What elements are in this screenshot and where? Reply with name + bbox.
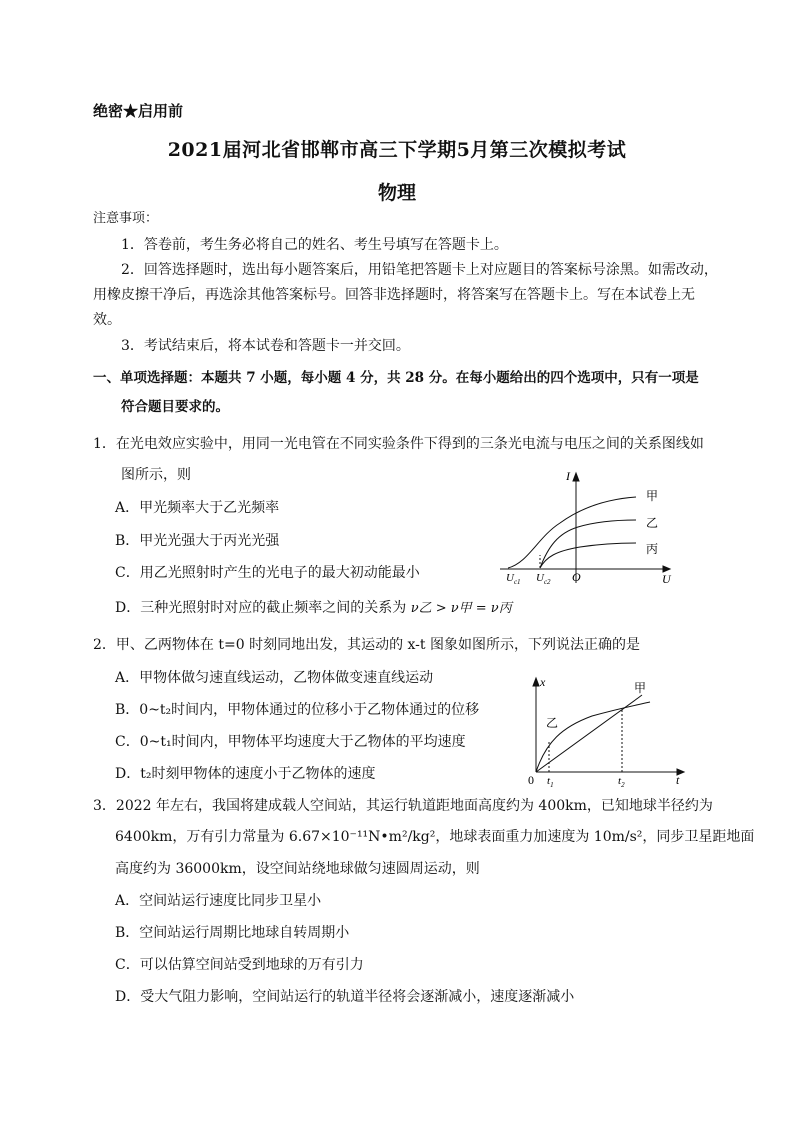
notice-item-2-line-3: 效。 xyxy=(93,312,121,328)
q1-curve-jia xyxy=(508,497,636,568)
q1-y-arrow-icon xyxy=(573,473,579,481)
section-1-heading-line-1: 一、单项选择题：本题共 7 小题，每小题 4 分，共 28 分。在每小题给出的四个选项中，只有一项是 xyxy=(93,370,699,386)
q1-option-b: B．甲光光强大于丙光光强 xyxy=(115,533,280,549)
q2-option-d: D．t₂时刻甲物体的速度小于乙物体的速度 xyxy=(115,766,376,782)
notice-item-2-line-2: 用橡皮擦干净后，再选涂其他答案标号。回答非选择题时，将答案写在答题卡上。写在本试卷上无 xyxy=(93,287,695,303)
q2-curve-yi xyxy=(536,702,650,772)
q1-option-c: C．用乙光照射时产生的光电子的最大初动能最小 xyxy=(115,565,420,581)
q1-stem-line-2: 图所示，则 xyxy=(121,467,191,483)
notice-item-1: 1．答卷前，考生务必将自己的姓名、考生号填写在答题卡上。 xyxy=(121,237,508,253)
q1-uc1-label: $U_{c1}$ xyxy=(506,572,521,586)
q3-option-c: C．可以估算空间站受到地球的万有引力 xyxy=(115,957,364,973)
exam-title: 2021届河北省邯郸市高三下学期5月第三次模拟考试 xyxy=(167,139,627,161)
q3-stem-line-2: 6400km，万有引力常量为 6.67×10⁻¹¹N•m²/kg²，地球表面重力加速度为 10m/s²，同步卫星距地面 xyxy=(115,829,755,845)
notice-item-2-line-1: 2．回答选择题时，选出每小题答案后，用铅笔把答题卡上对应题目的答案标号涂黑。如需改动， xyxy=(121,262,718,278)
q1-photoelectric-graph xyxy=(490,465,690,590)
q2-option-c: C．0~t₁时间内，甲物体平均速度大于乙物体的平均速度 xyxy=(115,734,466,750)
q1-option-d-formula: ν乙 > ν甲 = ν丙 xyxy=(410,601,512,616)
q2-label-yi: 乙 xyxy=(546,716,559,730)
notice-heading: 注意事项： xyxy=(93,211,159,226)
q1-option-d xyxy=(115,597,512,620)
q2-stem: 2．甲、乙两物体在 t=0 时刻同地出发，其运动的 x-t 图象如图所示，下列说法正确的是 xyxy=(93,637,640,653)
q1-label-jia: 甲 xyxy=(646,489,659,503)
q1-x-label: U xyxy=(662,572,671,586)
q2-option-b: B．0~t₂时间内，甲物体通过的位移小于乙物体通过的位移 xyxy=(115,702,480,718)
q1-option-d-text: D．三种光照射时对应的截止频率之间的关系为 xyxy=(115,600,407,616)
q1-label-yi: 乙 xyxy=(646,516,659,530)
q1-label-bing: 丙 xyxy=(646,542,659,556)
q3-option-b: B．空间站运行周期比地球自转周期小 xyxy=(115,925,350,941)
q3-stem-line-1: 3．2022 年左右，我国将建成载人空间站，其运行轨道距地面高度约为 400km，已知地球半径约为 xyxy=(93,798,713,814)
q3-option-a: A．空间站运行速度比同步卫星小 xyxy=(115,893,322,909)
q2-origin-label: 0 xyxy=(528,773,534,787)
section-1-heading-line-2: 符合题目要求的。 xyxy=(121,399,229,415)
q2-t-label: t xyxy=(676,773,680,787)
secret-label: 绝密★启用前 xyxy=(93,102,184,120)
q1-stem-line-1: 1．在光电效应实验中，用同一光电管在不同实验条件下得到的三条光电流与电压之间的关系图线如 xyxy=(93,436,704,452)
q3-option-d: D．受大气阻力影响，空间站运行的轨道半径将会逐渐减小，速度逐渐减小 xyxy=(115,989,575,1005)
q3-stem-line-3: 高度约为 36000km，设空间站绕地球做匀速圆周运动，则 xyxy=(115,861,480,877)
q2-option-a: A．甲物体做匀速直线运动，乙物体做变速直线运动 xyxy=(115,670,434,686)
q2-x-label: x xyxy=(540,675,546,689)
q1-origin-label: O xyxy=(572,570,581,584)
subject-title: 物理 xyxy=(377,182,416,204)
q2-label-jia: 甲 xyxy=(634,681,647,695)
q2-line-jia xyxy=(536,695,642,772)
q2-xt-graph xyxy=(522,672,687,787)
q1-option-a: A．甲光频率大于乙光频率 xyxy=(115,500,280,516)
notice-item-3: 3．考试结束后，将本试卷和答题卡一并交回。 xyxy=(121,338,410,354)
q2-t2-label: $t_2$ xyxy=(618,775,625,787)
q2-x-arrow-icon xyxy=(533,678,539,686)
q1-uc2-label: $U_{c2}$ xyxy=(536,572,551,586)
q1-y-label: I xyxy=(566,469,570,483)
q2-t1-label: $t_1$ xyxy=(547,775,554,787)
q1-curve-bing xyxy=(540,543,636,568)
